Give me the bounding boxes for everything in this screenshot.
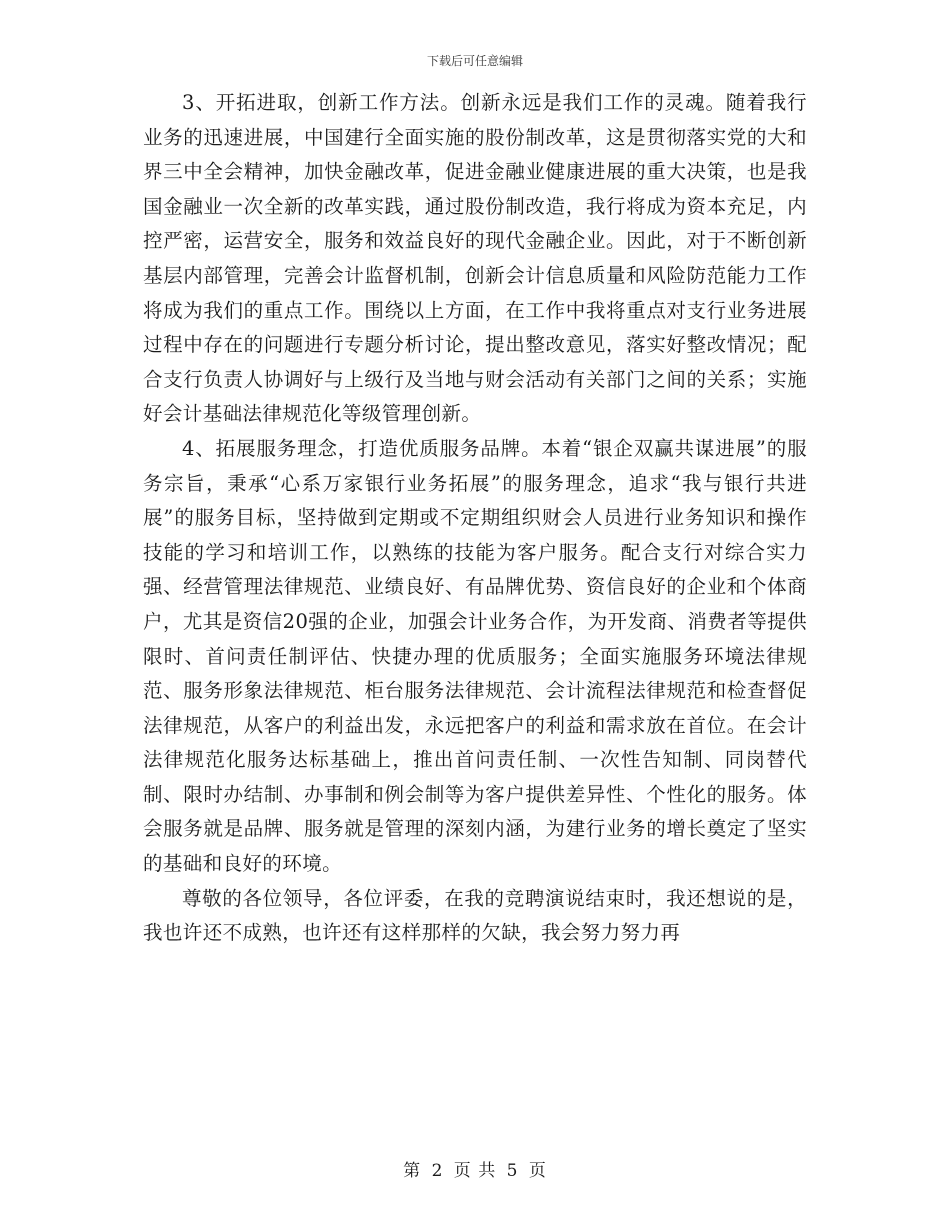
footer-page-number: 2 [431,1161,444,1181]
footer-prefix: 第 [403,1161,422,1181]
footer-suffix: 页 [528,1161,547,1181]
document-body [143,86,807,951]
paragraph-service: 4、拓展服务理念，打造优质服务品牌。本着“银企双赢共谋进展”的服务宗旨，秉承“心系万家银行业务拓展”的服务理念，追求“我与银行共进展”的服务目标，坚持做到定期或不定期组织财会人员进行业务知识和操作技能的学习和培训工作，以熟练的技能为客户服务。配合支行对综合实力强、经营管理法律规范、业绩良好、有品牌优势、资信良好的企业和个体商户，尤其是资信20强的企业，加强会计业务合作，为开发商、消费者等提供限时、首问责任制评估、快捷办理的优质服务；全面实施服务环境法律规范、服务形象法律规范、柜台服务法律规范、会计流程法律规范和检查督促法律规范，从客户的利益出发，永远把客户的利益和需求放在首位。在会计法律规范化服务达标基础上，推出首问责任制、一次性告知制、同岗替代制、限时办结制、办事制和例会制等为客户提供差异性、个性化的服务。体会服务就是品牌、服务就是管理的深刻内涵，为建行业务的增长奠定了坚实的基础和良好的环境。 [143,436,807,876]
footer-middle: 页 共 [453,1161,497,1181]
page-header-note: 下载后可任意编辑 [426,54,523,68]
paragraph-closing: 尊敬的各位领导，各位评委，在我的竞聘演说结束时，我还想说的是，我也许还不成熟，也许还有这样那样的欠缺，我会努力努力再 [143,886,807,945]
page-footer [0,1156,950,1181]
footer-total-pages: 5 [506,1161,519,1181]
paragraph-innovation: 3、开拓进取，创新工作方法。创新永远是我们工作的灵魂。随着我行业务的迅速进展，中国建行全面实施的股份制改革，这是贯彻落实党的大和界三中全会精神，加快金融改革，促进金融业健康进展的重大决策，也是我国金融业一次全新的改革实践，通过股份制改造，我行将成为资本充足，内控严密，运营安全，服务和效益良好的现代金融企业。因此，对于不断创新基层内部管理，完善会计监督机制，创新会计信息质量和风险防范能力工作将成为我们的重点工作。围绕以上方面，在工作中我将重点对支行业务进展过程中存在的问题进行专题分析讨论，提出整改意见，落实好整改情况；配合支行负责人协调好与上级行及当地与财会活动有关部门之间的关系；实施好会计基础法律规范化等级管理创新。 [143,91,807,426]
